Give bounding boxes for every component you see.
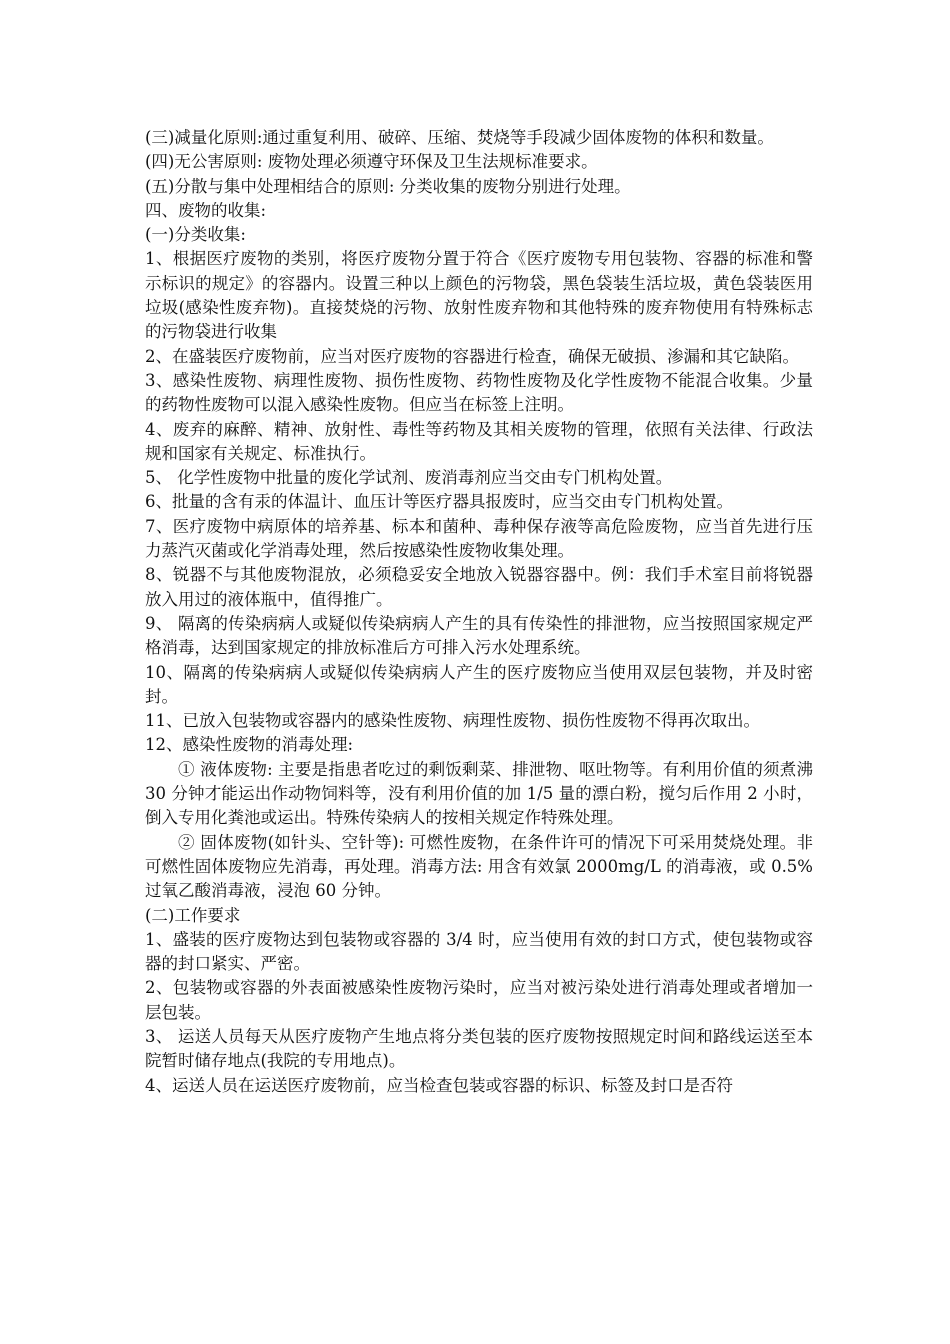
paragraph: 1、根据医疗废物的类别，将医疗废物分置于符合《医疗废物专用包装物、容器的标准和警示标识的规定》的容器内。设置三种以上颜色的污物袋，黑色袋装生活垃圾，黄色袋装医用垃圾(感染性废弃物)。直接焚烧的污物、放射性废弃物和其他特殊的废弃物使用有特殊标志的污物袋进行收集	[145, 249, 813, 342]
paragraph: 11、已放入包装物或容器内的感染性废物、病理性废物、损伤性废物不得再次取出。	[145, 711, 760, 731]
subsection-heading: (一)分类收集:	[145, 225, 246, 245]
paragraph: (四)无公害原则: 废物处理必须遵守环保及卫生法规标准要求。	[145, 152, 598, 172]
indented-paragraph: ① 液体废物: 主要是指患者吃过的剩饭剩菜、排泄物、呕吐物等。有利用价值的须煮沸 30 分钟才能运出作动物饲料等，没有利用价值的加 1/5 量的漂白粉，搅匀后作用 2 小时，倒入专用化粪池或运出。特殊传染病人的按相关规定作特殊处理。	[145, 759, 813, 828]
paragraph: 5、 化学性废物中批量的废化学试剂、废消毒剂应当交由专门机构处置。	[145, 468, 673, 488]
paragraph: 7、医疗废物中病原体的培养基、标本和菌种、毒种保存液等高危险废物，应当首先进行压力蒸汽灭菌或化学消毒处理，然后按感染性废物收集处理。	[145, 516, 813, 561]
paragraph: 4、运送人员在运送医疗废物前，应当检查包装或容器的标识、标签及封口是否符	[145, 1075, 733, 1095]
paragraph: 12、感染性废物的消毒处理:	[145, 735, 354, 755]
paragraph: 3、感染性废物、病理性废物、损伤性废物、药物性废物及化学性废物不能混合收集。少量的药物性废物可以混入感染性废物。但应当在标签上注明。	[145, 370, 813, 415]
paragraph: (五)分散与集中处理相结合的原则: 分类收集的废物分别进行处理。	[145, 176, 631, 196]
document-body	[145, 126, 813, 1098]
paragraph: 3、 运送人员每天从医疗废物产生地点将分类包装的医疗废物按照规定时间和路线运送至本院暂时储存地点(我院的专用地点)。	[145, 1026, 813, 1071]
paragraph: 10、隔离的传染病病人或疑似传染病病人产生的医疗废物应当使用双层包装物，并及时密封。	[145, 662, 813, 706]
section-heading: 四、废物的收集:	[145, 200, 267, 220]
paragraph: 8、锐器不与其他废物混放，必须稳妥安全地放入锐器容器中。例：我们手术室目前将锐器放入用过的液体瓶中，值得推广。	[145, 565, 813, 609]
paragraph: 9、 隔离的传染病病人或疑似传染病病人产生的具有传染性的排泄物，应当按照国家规定严格消毒，达到国家规定的排放标准后方可排入污水处理系统。	[145, 613, 813, 658]
indented-paragraph: ② 固体废物(如针头、空针等): 可燃性废物，在条件许可的情况下可采用焚烧处理。非可燃性固体废物应先消毒，再处理。消毒方法: 用含有效氯 2000mg/L 的消毒液，或 0.5%过氧乙酸消毒液，浸泡 60 分钟。	[145, 832, 813, 901]
paragraph: 2、在盛装医疗废物前，应当对医疗废物的容器进行检查，确保无破损、渗漏和其它缺陷。	[145, 346, 799, 366]
paragraph: 1、盛装的医疗废物达到包装物或容器的 3/4 时，应当使用有效的封口方式，使包装物或容器的封口紧实、严密。	[145, 929, 813, 974]
paragraph: (三)减量化原则:通过重复利用、破碎、压缩、焚烧等手段减少固体废物的体积和数量。	[145, 128, 774, 147]
subsection-heading: (二)工作要求	[145, 905, 241, 925]
paragraph: 4、废弃的麻醉、精神、放射性、毒性等药物及其相关废物的管理，依照有关法律、行政法规和国家有关规定、标准执行。	[145, 419, 813, 463]
paragraph: 2、包装物或容器的外表面被感染性废物污染时，应当对被污染处进行消毒处理或者增加一层包装。	[145, 978, 813, 1022]
paragraph: 6、批量的含有汞的体温计、血压计等医疗器具报废时，应当交由专门机构处置。	[145, 492, 733, 512]
